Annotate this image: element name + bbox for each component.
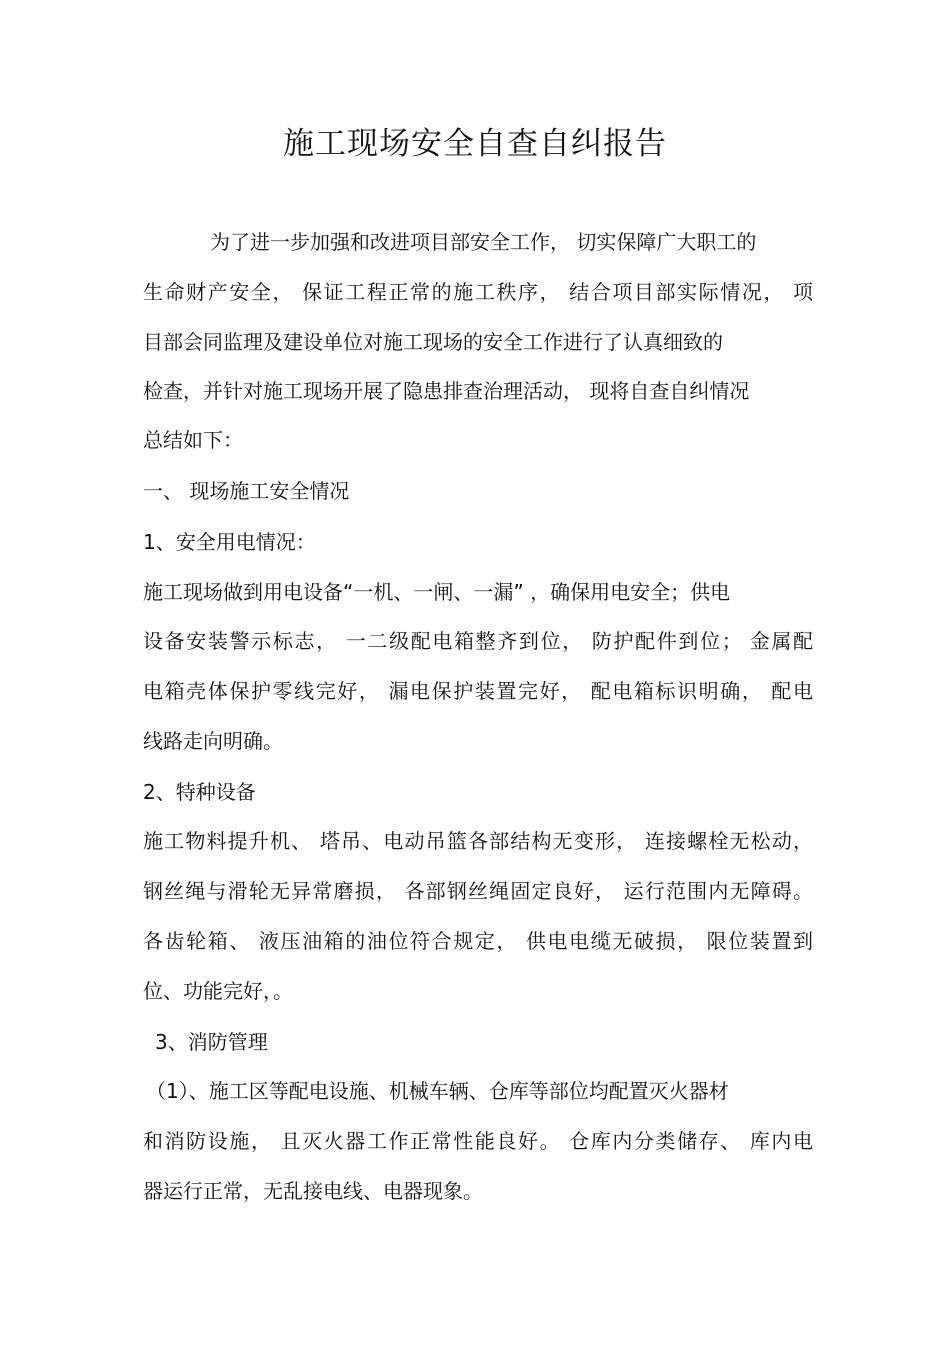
- intro-line: 生命财产安全， 保证工程正常的施工秩序， 结合项目部实际情况， 项: [143, 280, 813, 304]
- document-title: 施工现场安全自查自纠报告: [283, 126, 667, 162]
- intro-line: 目部会同监理及建设单位对施工现场的安全工作进行了认真细致的: [143, 330, 723, 354]
- body-line: 电箱壳体保护零线完好， 漏电保护装置完好， 配电箱标识明确， 配电: [143, 679, 813, 703]
- body-line: 施工物料提升机、 塔吊、电动吊篮各部结构无变形， 连接螺栓无松动，: [143, 829, 813, 853]
- intro-line: 检查，并针对施工现场开展了隐患排查治理活动， 现将自查自纠情况: [143, 379, 750, 403]
- body-line: 线路走向明确。: [143, 729, 283, 753]
- body-line: 设备安装警示标志， 一二级配电箱整齐到位， 防护配件到位； 金属配: [143, 629, 813, 653]
- section-heading: 一、 现场施工安全情况: [143, 479, 350, 503]
- subsection-heading: 2、特种设备: [143, 780, 256, 804]
- body-line: （1）、施工区等配电设施、机械车辆、仓库等部位均配置灭火器材: [146, 1079, 729, 1103]
- body-line: 位、功能完好，。: [143, 979, 293, 1003]
- body-line: 各齿轮箱、 液压油箱的油位符合规定， 供电电缆无破损， 限位装置到: [143, 929, 813, 953]
- subsection-heading: 1、安全用电情况：: [143, 530, 316, 554]
- intro-line: 总结如下：: [143, 428, 243, 452]
- intro-line: 为了进一步加强和改进项目部安全工作， 切实保障广大职工的: [210, 230, 757, 254]
- body-line: 施工现场做到用电设备“一机、一闸、一漏” ，确保用电安全；供电: [143, 580, 731, 604]
- subsection-heading: 3、消防管理: [155, 1030, 268, 1054]
- body-line: 和消防设施， 且灭火器工作正常性能良好。 仓库内分类储存、 库内电: [143, 1129, 813, 1153]
- body-line: 钢丝绳与滑轮无异常磨损， 各部钢丝绳固定良好， 运行范围内无障碍。: [143, 879, 813, 903]
- body-line: 器运行正常，无乱接电线、电器现象。: [143, 1179, 483, 1203]
